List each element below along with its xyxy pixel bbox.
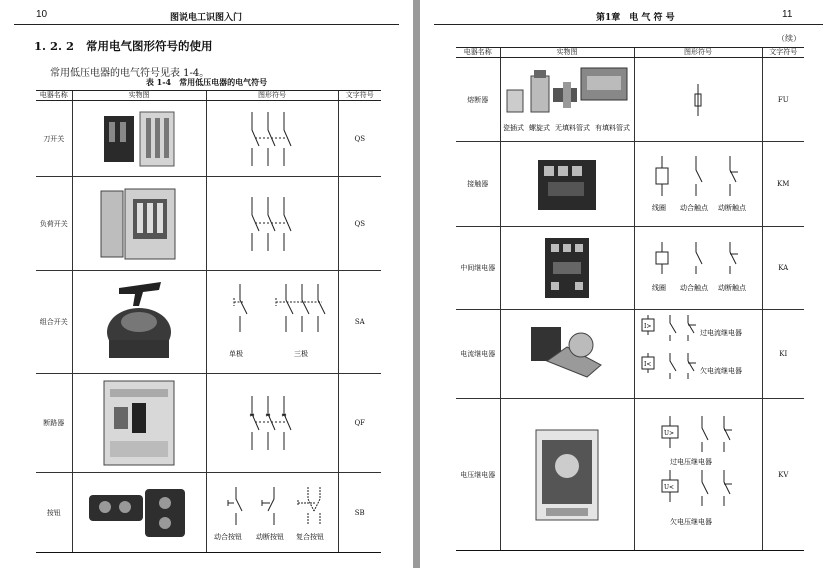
col-header-name: 电器名称 bbox=[456, 48, 500, 58]
section-heading bbox=[34, 38, 213, 54]
device-name: 接触器 bbox=[456, 142, 500, 227]
device-name: 中间继电器 bbox=[456, 227, 500, 310]
fuse-photo bbox=[501, 62, 633, 138]
section-number: 1. 2. 2 bbox=[34, 39, 75, 53]
col-header-symbol: 图形符号 bbox=[634, 48, 762, 58]
circuit-breaker-photo bbox=[96, 379, 182, 467]
device-photo-cell bbox=[72, 101, 206, 177]
photo-label: 无填料管式 bbox=[555, 123, 590, 132]
table-row bbox=[36, 473, 381, 553]
symbol-cell bbox=[634, 58, 762, 142]
left-page bbox=[0, 0, 413, 568]
device-photo-cell bbox=[500, 399, 634, 551]
intermediate-relay-symbol bbox=[636, 240, 760, 296]
symbol-cell bbox=[206, 101, 338, 177]
continued-mark: （续） bbox=[777, 34, 801, 43]
device-code: FU bbox=[762, 58, 804, 142]
symbol-label: 复合按钮 bbox=[296, 532, 324, 541]
table-row bbox=[36, 374, 381, 473]
device-photo-cell bbox=[72, 473, 206, 553]
symbol-cell bbox=[634, 227, 762, 310]
right-page-number: 11 bbox=[782, 9, 793, 20]
circuit-breaker-symbol bbox=[242, 392, 302, 454]
device-photo-cell bbox=[72, 271, 206, 374]
combination-switch-symbol bbox=[210, 276, 334, 368]
load-switch-photo bbox=[99, 185, 179, 263]
device-name: 刀开关 bbox=[36, 101, 72, 177]
device-code: SA bbox=[338, 271, 381, 374]
symbol-label: 线圈 bbox=[652, 204, 666, 212]
table-row bbox=[456, 142, 804, 227]
coil-mark: I< bbox=[644, 361, 652, 368]
contactor-symbol bbox=[636, 152, 760, 216]
device-code: QS bbox=[338, 177, 381, 271]
device-code: SB bbox=[338, 473, 381, 553]
device-name: 组合开关 bbox=[36, 271, 72, 374]
table-row bbox=[456, 399, 804, 551]
symbol-table-left bbox=[36, 90, 381, 553]
contactor-photo bbox=[532, 152, 602, 216]
symbol-label: 欠电压继电器 bbox=[670, 517, 712, 526]
col-header-photo: 实物图 bbox=[500, 48, 634, 58]
col-header-code: 文字符号 bbox=[338, 91, 381, 101]
knife-switch-symbol bbox=[242, 108, 302, 170]
photo-label: 瓷插式 bbox=[503, 123, 524, 132]
symbol-label: 三极 bbox=[294, 350, 308, 358]
device-code: KA bbox=[762, 227, 804, 310]
device-photo-cell bbox=[500, 142, 634, 227]
symbol-label: 动合触点 bbox=[680, 284, 708, 292]
load-switch-symbol bbox=[242, 193, 302, 255]
symbol-cell bbox=[634, 142, 762, 227]
device-name: 电压继电器 bbox=[456, 399, 500, 551]
table-row bbox=[456, 310, 804, 399]
coil-mark: U< bbox=[664, 483, 675, 491]
current-relay-symbol bbox=[636, 313, 760, 395]
symbol-label: 单极 bbox=[229, 350, 243, 358]
table-header-row bbox=[36, 91, 381, 101]
push-button-symbol bbox=[208, 483, 336, 543]
device-code: KM bbox=[762, 142, 804, 227]
device-photo-cell bbox=[500, 58, 634, 142]
device-photo-cell bbox=[72, 374, 206, 473]
symbol-cell bbox=[634, 310, 762, 399]
symbol-label: 过电流继电器 bbox=[700, 329, 742, 337]
device-name: 电流继电器 bbox=[456, 310, 500, 399]
symbol-label: 线圈 bbox=[652, 284, 666, 292]
device-photo-cell bbox=[500, 227, 634, 310]
push-button-photo bbox=[87, 483, 191, 543]
col-header-code: 文字符号 bbox=[762, 48, 804, 58]
table-row bbox=[36, 177, 381, 271]
device-name: 断路器 bbox=[36, 374, 72, 473]
coil-mark: I> bbox=[644, 323, 652, 330]
symbol-label: 动合触点 bbox=[680, 204, 708, 212]
symbol-cell bbox=[206, 374, 338, 473]
right-header-title: 第1章 电 气 符 号 bbox=[596, 13, 675, 23]
symbol-label: 动断触点 bbox=[718, 284, 746, 292]
col-header-name: 电器名称 bbox=[36, 91, 72, 101]
device-name: 熔断器 bbox=[456, 58, 500, 142]
symbol-cell bbox=[634, 399, 762, 551]
symbol-cell bbox=[206, 271, 338, 374]
section-title: 常用电气图形符号的使用 bbox=[86, 39, 213, 53]
symbol-cell bbox=[206, 177, 338, 271]
photo-label: 螺旋式 bbox=[529, 123, 550, 132]
device-code: QS bbox=[338, 101, 381, 177]
symbol-label: 动断按钮 bbox=[256, 532, 284, 541]
intro-text: 常用低压电器的电气符号见表 1-4。 bbox=[50, 68, 210, 79]
table-row bbox=[36, 271, 381, 374]
left-page-number: 10 bbox=[36, 9, 48, 20]
knife-switch-photo bbox=[100, 110, 178, 168]
right-page bbox=[420, 0, 837, 568]
symbol-label: 动合按钮 bbox=[214, 532, 242, 541]
combination-switch-photo bbox=[99, 278, 179, 366]
table-caption: 表 1-4 常用低压电器的电气符号 bbox=[145, 77, 268, 87]
device-code: KI bbox=[762, 310, 804, 399]
right-page-header bbox=[420, 8, 837, 24]
col-header-symbol: 图形符号 bbox=[206, 91, 338, 101]
table-row bbox=[36, 101, 381, 177]
header-rule bbox=[434, 24, 823, 25]
voltage-relay-symbol bbox=[636, 412, 760, 538]
device-code: KV bbox=[762, 399, 804, 551]
photo-label: 有填料管式 bbox=[595, 123, 630, 132]
table-row bbox=[456, 58, 804, 142]
current-relay-photo bbox=[527, 317, 607, 391]
coil-mark: U> bbox=[664, 429, 675, 437]
symbol-label: 欠电流继电器 bbox=[700, 367, 742, 375]
device-photo-cell bbox=[72, 177, 206, 271]
intermediate-relay-photo bbox=[537, 234, 597, 302]
table-row bbox=[456, 227, 804, 310]
symbol-table-right bbox=[456, 47, 804, 551]
symbol-cell bbox=[206, 473, 338, 553]
voltage-relay-photo bbox=[530, 426, 604, 524]
device-code: QF bbox=[338, 374, 381, 473]
symbol-label: 动断触点 bbox=[718, 204, 746, 212]
device-photo-cell bbox=[500, 310, 634, 399]
col-header-photo: 实物图 bbox=[72, 91, 206, 101]
fuse-symbol bbox=[688, 80, 708, 120]
device-name: 按钮 bbox=[36, 473, 72, 553]
symbol-label: 过电压继电器 bbox=[670, 457, 712, 466]
header-rule bbox=[14, 24, 399, 25]
device-name: 负荷开关 bbox=[36, 177, 72, 271]
left-page-header bbox=[0, 8, 413, 24]
table-header-row bbox=[456, 48, 804, 58]
left-header-title: 图说电工识图入门 bbox=[170, 13, 243, 23]
